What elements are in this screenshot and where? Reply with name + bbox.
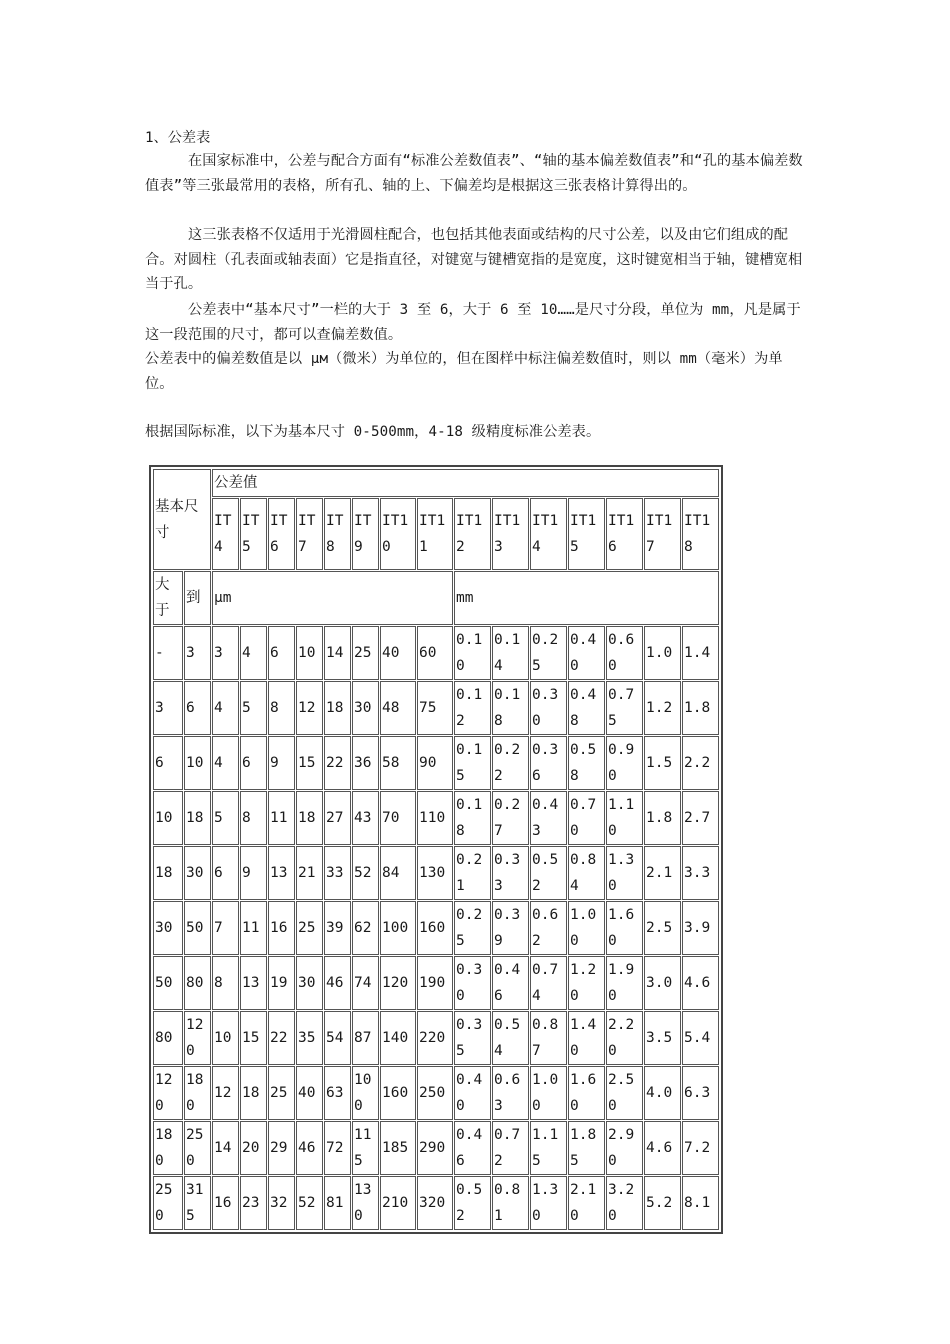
tolerance-cell: 0.58	[568, 736, 605, 790]
grade-header: IT13	[492, 498, 529, 570]
grade-header: IT5	[240, 498, 267, 570]
tolerance-cell: 30	[296, 956, 323, 1010]
tolerance-cell: 0.52	[530, 846, 567, 900]
unit-micrometer: μm	[212, 571, 453, 625]
tolerance-cell: 0.90	[606, 736, 643, 790]
tolerance-cell: 9	[240, 846, 267, 900]
table-row	[153, 791, 719, 845]
tolerance-cell: 0.39	[492, 901, 529, 955]
tolerance-cell: 100	[380, 901, 416, 955]
tolerance-cell: 10	[296, 626, 323, 680]
tolerance-cell: 8	[212, 956, 239, 1010]
section-heading: 1、公差表	[145, 130, 211, 146]
table-row	[153, 1176, 719, 1230]
tolerance-cell: 0.63	[492, 1066, 529, 1120]
tolerance-cell: 90	[417, 736, 453, 790]
tolerance-cell: 3	[212, 626, 239, 680]
tolerance-cell: 1.5	[644, 736, 681, 790]
size-to-cell: 315	[184, 1176, 211, 1230]
tolerance-cell: 0.72	[492, 1121, 529, 1175]
tolerance-cell: 63	[324, 1066, 351, 1120]
tolerance-cell: 0.30	[454, 956, 491, 1010]
header-row-tolerance	[153, 469, 719, 497]
tolerance-cell: 130	[352, 1176, 379, 1230]
table-row	[153, 1066, 719, 1120]
tolerance-cell: 1.4	[682, 626, 719, 680]
table-row	[153, 1121, 719, 1175]
tolerance-cell: 2.5	[644, 901, 681, 955]
tolerance-cell: 16	[268, 901, 295, 955]
tolerance-cell: 1.30	[530, 1176, 567, 1230]
size-to-cell: 80	[184, 956, 211, 1010]
header-row-units	[153, 571, 719, 625]
tolerance-cell: 12	[296, 681, 323, 735]
size-from-cell: -	[153, 626, 183, 680]
grade-header: IT17	[644, 498, 681, 570]
paragraph-text: 公差表中“基本尺寸”一栏的大于 3 至 6，大于 6 至 10……是尺寸分段，单位为 mm，凡是属于这一段范围的尺寸，都可以查偏差数值。	[145, 302, 801, 343]
tolerance-cell: 8	[268, 681, 295, 735]
tolerance-cell: 0.33	[492, 846, 529, 900]
tolerance-cell: 52	[352, 846, 379, 900]
tolerance-cell: 0.84	[568, 846, 605, 900]
tolerance-cell: 16	[212, 1176, 239, 1230]
tolerance-cell: 0.18	[492, 681, 529, 735]
table-row	[153, 901, 719, 955]
size-to-cell: 180	[184, 1066, 211, 1120]
tolerance-cell: 6.3	[682, 1066, 719, 1120]
tolerance-cell: 22	[268, 1011, 295, 1065]
tolerance-cell: 12	[212, 1066, 239, 1120]
size-to-cell: 6	[184, 681, 211, 735]
size-to-cell: 250	[184, 1121, 211, 1175]
tolerance-cell: 0.35	[454, 1011, 491, 1065]
tolerance-cell: 1.30	[606, 846, 643, 900]
tolerance-cell: 25	[352, 626, 379, 680]
size-to-cell: 3	[184, 626, 211, 680]
grade-header: IT15	[568, 498, 605, 570]
tolerance-cell: 5	[240, 681, 267, 735]
size-to-cell: 18	[184, 791, 211, 845]
grade-header: IT10	[380, 498, 416, 570]
tolerance-cell: 39	[324, 901, 351, 955]
tolerance-cell: 18	[240, 1066, 267, 1120]
tolerance-cell: 52	[296, 1176, 323, 1230]
tolerance-cell: 20	[240, 1121, 267, 1175]
table-row	[153, 846, 719, 900]
tolerance-cell: 46	[324, 956, 351, 1010]
tolerance-cell: 15	[240, 1011, 267, 1065]
tolerance-cell: 14	[212, 1121, 239, 1175]
paragraph-text: 根据国际标准，以下为基本尺寸 0-500mm，4-18 级精度标准公差表。	[145, 424, 601, 440]
tolerance-cell: 32	[268, 1176, 295, 1230]
tolerance-cell: 0.74	[530, 956, 567, 1010]
tolerance-cell: 0.22	[492, 736, 529, 790]
grade-header: IT4	[212, 498, 239, 570]
tolerance-cell: 54	[324, 1011, 351, 1065]
size-to-cell: 30	[184, 846, 211, 900]
tolerance-cell: 4.6	[644, 1121, 681, 1175]
tolerance-cell: 0.25	[454, 901, 491, 955]
tolerance-cell: 5	[212, 791, 239, 845]
tolerance-cell: 0.70	[568, 791, 605, 845]
size-from-cell: 50	[153, 956, 183, 1010]
tolerance-cell: 320	[417, 1176, 453, 1230]
tolerance-cell: 0.18	[454, 791, 491, 845]
tolerance-cell: 250	[417, 1066, 453, 1120]
tolerance-cell: 0.10	[454, 626, 491, 680]
grade-header: IT18	[682, 498, 719, 570]
size-from-cell: 10	[153, 791, 183, 845]
tolerance-cell: 15	[296, 736, 323, 790]
tolerance-cell: 160	[417, 901, 453, 955]
tolerance-cell: 0.43	[530, 791, 567, 845]
tolerance-cell: 1.15	[530, 1121, 567, 1175]
intro-paragraph-2	[145, 223, 810, 297]
from-header: 大于	[153, 571, 183, 625]
tolerance-cell: 2.7	[682, 791, 719, 845]
tolerance-cell: 0.12	[454, 681, 491, 735]
tolerance-cell: 4	[212, 736, 239, 790]
tolerance-cell: 110	[417, 791, 453, 845]
size-from-cell: 3	[153, 681, 183, 735]
tolerance-cell: 1.20	[568, 956, 605, 1010]
grade-header: IT11	[417, 498, 453, 570]
tolerance-cell: 33	[324, 846, 351, 900]
paragraph-text: 在国家标准中，公差与配合方面有“标准公差数值表”、“轴的基本偏差数值表”和“孔的基本偏差数值表”等三张最常用的表格，所有孔、轴的上、下偏差均是根据这三张表格计算得出的。	[145, 153, 803, 194]
tolerance-cell: 27	[324, 791, 351, 845]
grade-header: IT16	[606, 498, 643, 570]
tolerance-cell: 0.62	[530, 901, 567, 955]
tolerance-cell: 0.40	[454, 1066, 491, 1120]
tolerance-cell: 0.36	[530, 736, 567, 790]
tolerance-cell: 1.60	[568, 1066, 605, 1120]
tolerance-cell: 190	[417, 956, 453, 1010]
intro-paragraph-1	[145, 149, 810, 198]
tolerance-cell: 1.8	[682, 681, 719, 735]
tolerance-cell: 5.2	[644, 1176, 681, 1230]
tolerance-cell: 8.1	[682, 1176, 719, 1230]
tolerance-cell: 2.1	[644, 846, 681, 900]
tolerance-cell: 0.75	[606, 681, 643, 735]
tolerance-cell: 25	[268, 1066, 295, 1120]
table-row	[153, 956, 719, 1010]
tolerance-cell: 21	[296, 846, 323, 900]
tolerance-cell: 0.60	[606, 626, 643, 680]
size-from-cell: 30	[153, 901, 183, 955]
tolerance-cell: 4.0	[644, 1066, 681, 1120]
grade-header: IT7	[296, 498, 323, 570]
grade-header: IT6	[268, 498, 295, 570]
tolerance-cell: 0.27	[492, 791, 529, 845]
tolerance-cell: 3.5	[644, 1011, 681, 1065]
tolerance-cell: 13	[268, 846, 295, 900]
tolerance-cell: 0.15	[454, 736, 491, 790]
tolerance-cell: 8	[240, 791, 267, 845]
tolerance-cell: 1.8	[644, 791, 681, 845]
table-row	[153, 626, 719, 680]
tolerance-cell: 60	[417, 626, 453, 680]
grade-header: IT14	[530, 498, 567, 570]
intro-paragraph-3	[145, 298, 810, 396]
tolerance-cell: 43	[352, 791, 379, 845]
tolerance-cell: 7	[212, 901, 239, 955]
tolerance-cell: 36	[352, 736, 379, 790]
tolerance-value-header: 公差值	[212, 469, 719, 497]
tolerance-cell: 9	[268, 736, 295, 790]
tolerance-cell: 87	[352, 1011, 379, 1065]
tolerance-cell: 2.90	[606, 1121, 643, 1175]
table-row	[153, 681, 719, 735]
tolerance-cell: 220	[417, 1011, 453, 1065]
tolerance-cell: 1.00	[530, 1066, 567, 1120]
tolerance-cell: 1.00	[568, 901, 605, 955]
tolerance-cell: 74	[352, 956, 379, 1010]
tolerance-cell: 62	[352, 901, 379, 955]
tolerance-cell: 3.9	[682, 901, 719, 955]
paragraph-text: 这三张表格不仅适用于光滑圆柱配合，也包括其他表面或结构的尺寸公差，以及由它们组成的配合。对圆柱（孔表面或轴表面）它是指直径，对键宽与键槽宽指的是宽度，这时键宽相当于轴，键槽宽相当于孔。	[145, 227, 803, 292]
tolerance-table-frame	[149, 465, 723, 1234]
tolerance-cell: 4	[240, 626, 267, 680]
tolerance-cell: 2.10	[568, 1176, 605, 1230]
tolerance-cell: 29	[268, 1121, 295, 1175]
tolerance-cell: 0.52	[454, 1176, 491, 1230]
tolerance-cell: 0.54	[492, 1011, 529, 1065]
tolerance-cell: 140	[380, 1011, 416, 1065]
tolerance-cell: 2.20	[606, 1011, 643, 1065]
size-from-cell: 250	[153, 1176, 183, 1230]
tolerance-cell: 46	[296, 1121, 323, 1175]
tolerance-cell: 0.46	[492, 956, 529, 1010]
tolerance-cell: 70	[380, 791, 416, 845]
tolerance-cell: 0.40	[568, 626, 605, 680]
table-row	[153, 1011, 719, 1065]
size-to-cell: 120	[184, 1011, 211, 1065]
unit-millimeter: mm	[454, 571, 719, 625]
tolerance-cell: 2.2	[682, 736, 719, 790]
size-from-cell: 18	[153, 846, 183, 900]
tolerance-cell: 11	[240, 901, 267, 955]
tolerance-cell: 3.3	[682, 846, 719, 900]
tolerance-cell: 5.4	[682, 1011, 719, 1065]
tolerance-cell: 6	[268, 626, 295, 680]
tolerance-cell: 18	[296, 791, 323, 845]
tolerance-cell: 0.81	[492, 1176, 529, 1230]
tolerance-cell: 40	[296, 1066, 323, 1120]
grade-header: IT12	[454, 498, 491, 570]
size-to-cell: 50	[184, 901, 211, 955]
tolerance-cell: 14	[324, 626, 351, 680]
paragraph-text: 公差表中的偏差数值是以 μм（微米）为单位的，但在图样中标注偏差数值时，则以 mm（毫米）为单位。	[145, 351, 783, 392]
tolerance-cell: 7.2	[682, 1121, 719, 1175]
tolerance-cell: 0.21	[454, 846, 491, 900]
tolerance-cell: 3.20	[606, 1176, 643, 1230]
tolerance-cell: 40	[380, 626, 416, 680]
tolerance-cell: 0.46	[454, 1121, 491, 1175]
tolerance-cell: 19	[268, 956, 295, 1010]
tolerance-cell: 48	[380, 681, 416, 735]
basic-size-header: 基本尺寸	[153, 469, 211, 570]
tolerance-cell: 290	[417, 1121, 453, 1175]
tolerance-cell: 3.0	[644, 956, 681, 1010]
tolerance-cell: 185	[380, 1121, 416, 1175]
tolerance-cell: 1.0	[644, 626, 681, 680]
grade-header: IT9	[352, 498, 379, 570]
tolerance-cell: 0.30	[530, 681, 567, 735]
to-header: 到	[184, 571, 211, 625]
table-row	[153, 736, 719, 790]
tolerance-cell: 2.50	[606, 1066, 643, 1120]
size-from-cell: 120	[153, 1066, 183, 1120]
tolerance-cell: 35	[296, 1011, 323, 1065]
header-row-grades	[153, 498, 719, 570]
size-from-cell: 6	[153, 736, 183, 790]
tolerance-cell: 58	[380, 736, 416, 790]
tolerance-cell: 84	[380, 846, 416, 900]
tolerance-cell: 1.2	[644, 681, 681, 735]
tolerance-cell: 4.6	[682, 956, 719, 1010]
size-to-cell: 10	[184, 736, 211, 790]
tolerance-cell: 6	[240, 736, 267, 790]
tolerance-cell: 1.60	[606, 901, 643, 955]
tolerance-cell: 100	[352, 1066, 379, 1120]
tolerance-cell: 22	[324, 736, 351, 790]
tolerance-cell: 1.40	[568, 1011, 605, 1065]
tolerance-cell: 13	[240, 956, 267, 1010]
tolerance-cell: 30	[352, 681, 379, 735]
tolerance-cell: 120	[380, 956, 416, 1010]
tolerance-cell: 0.87	[530, 1011, 567, 1065]
tolerance-cell: 210	[380, 1176, 416, 1230]
tolerance-cell: 81	[324, 1176, 351, 1230]
tolerance-cell: 72	[324, 1121, 351, 1175]
size-from-cell: 80	[153, 1011, 183, 1065]
grade-header: IT8	[324, 498, 351, 570]
tolerance-cell: 1.90	[606, 956, 643, 1010]
tolerance-cell: 4	[212, 681, 239, 735]
tolerance-cell: 0.25	[530, 626, 567, 680]
tolerance-cell: 0.14	[492, 626, 529, 680]
tolerance-cell: 6	[212, 846, 239, 900]
size-from-cell: 180	[153, 1121, 183, 1175]
tolerance-cell: 115	[352, 1121, 379, 1175]
table-intro-paragraph	[145, 420, 810, 445]
tolerance-table	[152, 468, 720, 1231]
tolerance-cell: 160	[380, 1066, 416, 1120]
tolerance-cell: 11	[268, 791, 295, 845]
tolerance-cell: 18	[324, 681, 351, 735]
tolerance-cell: 23	[240, 1176, 267, 1230]
tolerance-cell: 0.48	[568, 681, 605, 735]
tolerance-cell: 130	[417, 846, 453, 900]
tolerance-cell: 1.10	[606, 791, 643, 845]
tolerance-cell: 1.85	[568, 1121, 605, 1175]
tolerance-cell: 75	[417, 681, 453, 735]
tolerance-cell: 25	[296, 901, 323, 955]
tolerance-cell: 10	[212, 1011, 239, 1065]
